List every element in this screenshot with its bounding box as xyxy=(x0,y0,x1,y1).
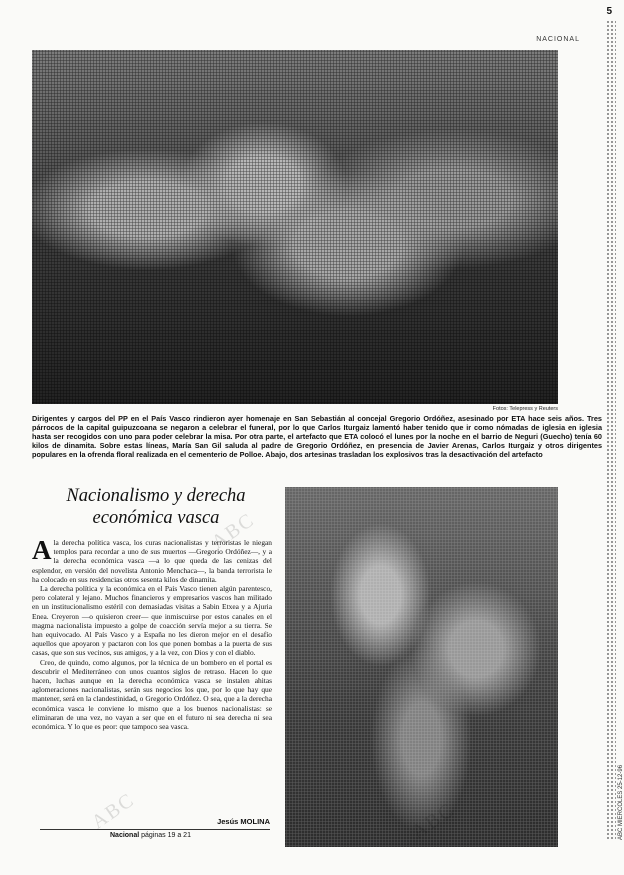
article-paragraph-3: Creo, de quindo, como algunos, por la técnica de un bombero en el portal es descubrir el Mediterráneo con unos cuantos siglos de retraso. Hacen lo que hacen, luchas aunque en la derecha económica vasca se instalen ahitas aglomeraciones nacionalistas, serán sus negocios los que, por lo que hay que mantener, será en la clandestinidad, o Gregorio Ordóñez. O sea, que a la derecha económica vasca le conviene lo mismo que a los buenos nacionalistas: se eliminaran de una vez, no vayan a ser que en el futuro ni sea derecha ni sea económica. Y lo que es peor: que tampoco sea vasca. xyxy=(32,657,272,732)
bottom-photo xyxy=(285,487,558,847)
page-reference xyxy=(110,832,191,839)
article-headline: Nacionalismo y derecha económica vasca xyxy=(66,486,246,528)
reference-section: Nacional xyxy=(110,832,140,839)
section-label: NACIONAL xyxy=(536,36,580,43)
watermark-3: ABC xyxy=(407,798,459,844)
page-edge-texture xyxy=(606,20,616,840)
watermark-1: ABC xyxy=(207,508,259,554)
article-body xyxy=(32,535,272,732)
watermark-2: ABC xyxy=(87,788,139,834)
photo-caption: Dirigentes y cargos del PP en el País Vasco rindieron ayer homenaje en San Sebastián al concejal Gregorio Ordóñez, asesinado por ETA hace seis años. Tres párrocos de la capital guipuzcoana se negaron a celebrar el funeral, por lo que Carlos Iturgaiz lamentó haber tenido que ir como nómadas de iglesia en iglesia hasta ser recogidos con uno para poder celebrar la misa. Por otra parte, el artefacto que ETA colocó el lunes por la noche en el barrio de Neguri (Guecho) tenía 60 kilos de dinamita. Sobre estas líneas, María San Gil saluda al padre de Gregorio Ordóñez, en presencia de Javier Arenas, Carlos Iturgaiz y otros dirigentes populares en la ofrenda floral realizada en el cementerio de Polloe. Abajo, dos artesinas trasladan los explosivos tras la desactivación del artefacto xyxy=(32,414,602,459)
footer-rule xyxy=(40,829,270,830)
reference-pages: páginas 19 a 21 xyxy=(141,832,191,839)
article-paragraph-1: Ala derecha política vasca, los curas nacionalistas y terroristas le niegan templos para recordar a uno de sus muertos —Gregorio Ordóñez—, y a la derecha económica vasca —a lo que queda de las cenizas del esplendor, en versión del novelista Antonio Menchaca—, la banda terrorista le ha colocado en sus residencias otros sesenta kilos de dinamita. xyxy=(32,535,272,584)
photo-credit: Fotos: Telepress y Reuters xyxy=(492,406,558,412)
author-byline: Jesús MOLINA xyxy=(217,817,270,826)
side-date-strip: ABC MIERCOLES 25-12-96 xyxy=(618,764,624,840)
page-number: 5 xyxy=(606,6,612,17)
top-photo xyxy=(32,50,558,404)
article-paragraph-2: La derecha política y la económica en el País Vasco tienen algún parentesco, pero colateral y lejano. Muchos financieros y empresarios vascos han militado en un institucionalismo estéril con demasiadas visitas a Sabin Etxea y a Ajuria Enea. Creyeron —o quisieron creer— que inmiscuirse por estos canales en el magma nacionalista impuesto a golpe de coacción servía mejor a su tierra. Se han equivocado. Al País Vasco y a España no les dieron mejor en el desafío aquellos que apoyaron y pactaron con los que ponen bombas a la puerta de sus casas, que son sus vecinos, sus amigos, y a la vez, con Dios y con el diablo. xyxy=(32,584,272,658)
drop-cap: A xyxy=(32,535,52,565)
